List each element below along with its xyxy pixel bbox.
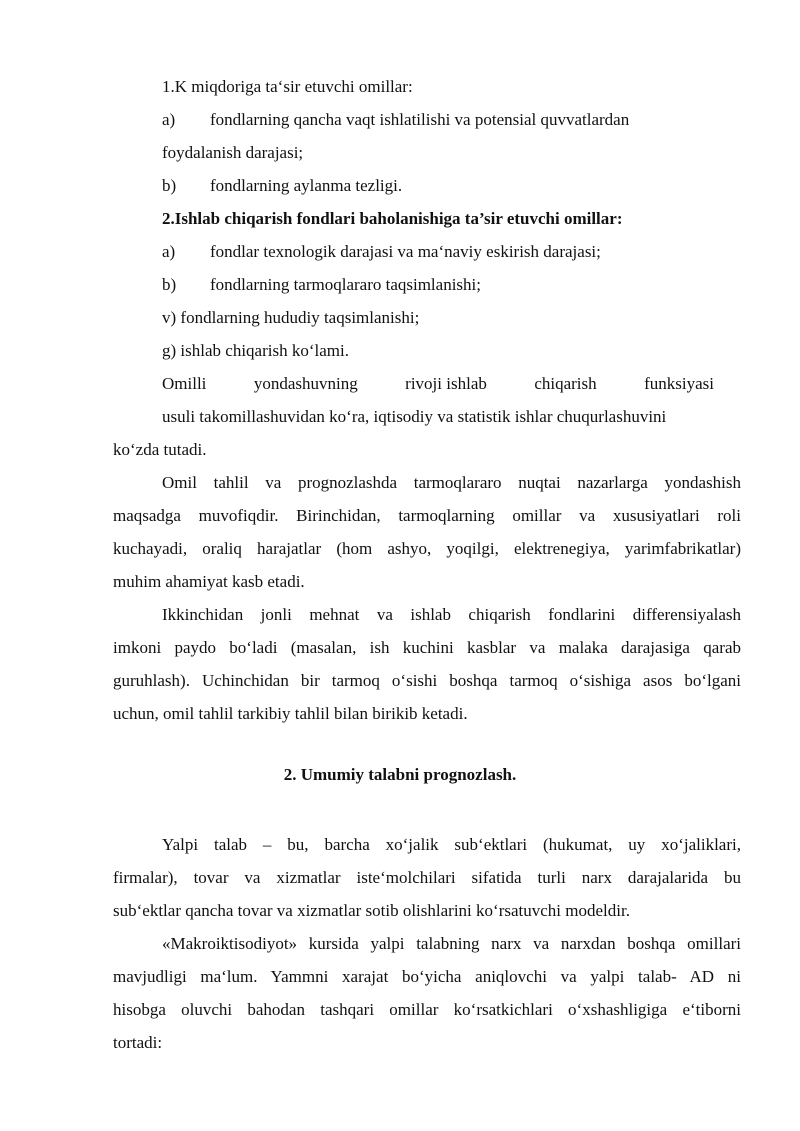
list-item: v) fondlarning hududiy taqsimlanishi; <box>162 308 420 327</box>
list-marker: b) <box>162 176 177 195</box>
paragraph-line: usuli takomillashuvidan ko‘ra, iqtisodiy va statistik ishlar chuqurlashuvini <box>162 407 667 426</box>
paragraph-line: kuchayadi, oraliq harajatlar (hom ashyo, yoqilgi, elektrenegiya, yarimfabrikatlar) <box>113 539 741 558</box>
list-heading-k: 1.K miqdoriga ta‘sir etuvchi omillar: <box>162 77 413 96</box>
list-marker: a) <box>162 242 176 261</box>
paragraph-line: mavjudligi ma‘lum. Yammni xarajat bo‘yicha aniqlovchi va yalpi talab- AD ni <box>113 967 741 986</box>
list-item: fondlarning aylanma tezligi. <box>210 176 403 195</box>
list-item-continuation: foydalanish darajasi; <box>162 143 304 162</box>
list-item: fondlar texnologik darajasi va ma‘naviy eskirish darajasi; <box>210 242 601 261</box>
list-marker: b) <box>162 275 177 294</box>
list-item: fondlarning qancha vaqt ishlatilishi va potensial quvvatlardan <box>210 110 630 129</box>
section-title: 2. Umumiy talabni prognozlash. <box>283 765 517 784</box>
paragraph-line: Omil tahlil va prognozlashda tarmoqlararo nuqtai nazarlarga yondashish <box>162 473 741 492</box>
list-heading-2: 2.Ishlab chiqarish fondlari baholanishiga ta’sir etuvchi omillar: <box>162 209 623 228</box>
paragraph-line: sub‘ektlar qancha tovar va xizmatlar sotib olishlarini ko‘rsatuvchi modeldir. <box>113 901 630 920</box>
paragraph-line: imkoni paydo bo‘ladi (masalan, ish kuchini kasblar va malaka darajasiga qarab <box>113 638 741 657</box>
paragraph-line: firmalar), tovar va xizmatlar iste‘molchilari sifatida turli narx darajalarida bu <box>113 868 741 887</box>
word: rivoji ishlab <box>405 374 487 393</box>
paragraph-line: «Makroiktisodiyot» kursida yalpi talabning narx va narxdan boshqa omillari <box>162 934 741 953</box>
paragraph-line: hisobga oluvchi bahodan tashqari omillar ko‘rsatkichlari o‘xshashligiga e‘tiborni <box>113 1000 741 1019</box>
paragraph-line: muhim ahamiyat kasb etadi. <box>113 572 305 591</box>
paragraph-line: guruhlash). Uchinchidan bir tarmoq o‘sishi boshqa tarmoq o‘sishiga asos bo‘lgani <box>113 671 741 690</box>
paragraph-line: tortadi: <box>113 1033 163 1052</box>
word: funksiyasi <box>644 374 714 393</box>
paragraph-line: Yalpi talab – bu, barcha xo‘jalik sub‘ektlari (hukumat, uy xo‘jaliklari, <box>162 835 741 854</box>
paragraph-line: ko‘zda tutadi. <box>113 440 207 459</box>
word: yondashuvning <box>253 374 358 393</box>
list-item: g) ishlab chiqarish ko‘lami. <box>162 341 349 360</box>
list-marker: a) <box>162 110 176 129</box>
paragraph-line: Ikkinchidan jonli mehnat va ishlab chiqarish fondlarini differensiyalash <box>162 605 741 624</box>
paragraph-line: uchun, omil tahlil tarkibiy tahlil bilan birikib ketadi. <box>113 704 468 723</box>
paragraph-line-spread <box>162 373 714 395</box>
word: Omilli <box>162 374 207 393</box>
list-item: fondlarning tarmoqlararo taqsimlanishi; <box>210 275 481 294</box>
word: chiqarish <box>534 374 597 393</box>
paragraph-line: maqsadga muvofiqdir. Birinchidan, tarmoqlarning omillar va xususiyatlari roli <box>113 506 741 525</box>
